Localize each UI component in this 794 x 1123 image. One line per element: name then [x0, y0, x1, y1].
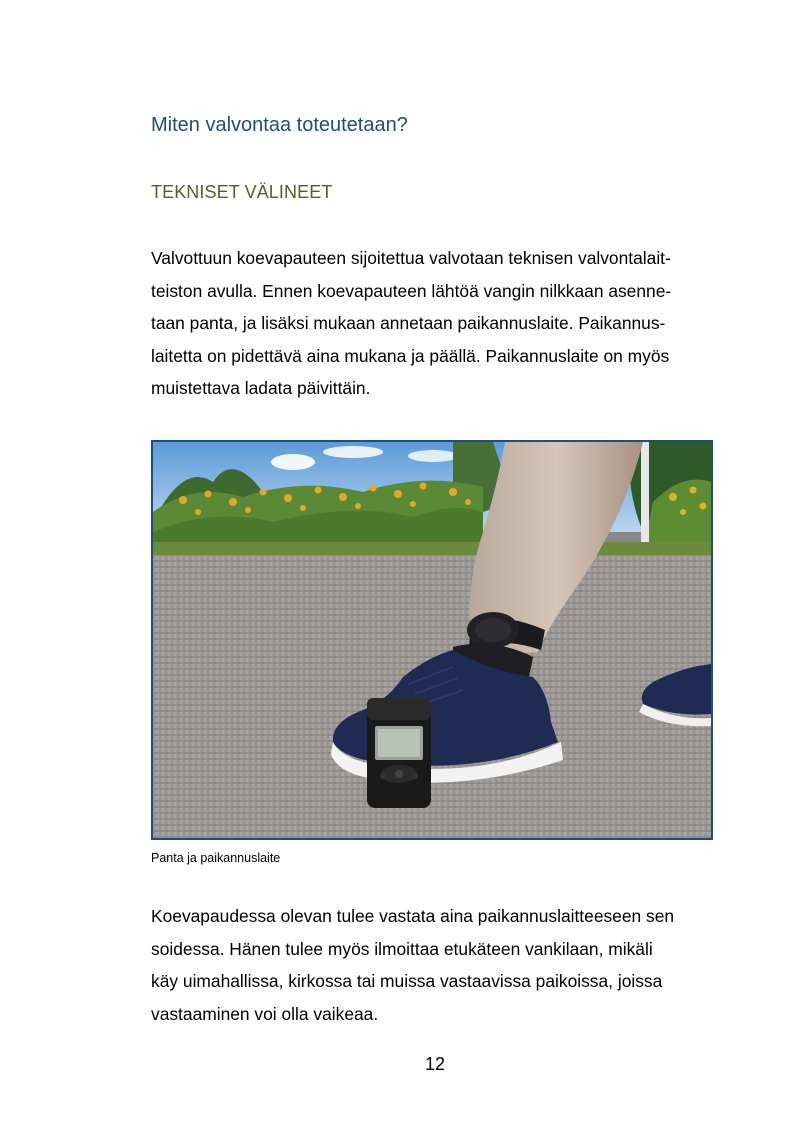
paragraph-line: soidessa. Hänen tulee myös ilmoittaa etukäteen vankilaan, mikäli [151, 938, 653, 959]
photo-illustration [153, 442, 711, 838]
paragraph-line: vastaaminen voi olla vaikeaa. [151, 1003, 379, 1024]
page-number: 12 [424, 1054, 446, 1074]
paragraph-line: Valvottuun koevapauteen sijoitettua valvotaan teknisen valvontalait- [151, 248, 671, 268]
paragraph-line: muistettava ladata päivittäin. [151, 378, 371, 398]
paragraph-line: teiston avulla. Ennen koevapauteen lähtöä vangin nilkkaan asenne- [151, 280, 672, 301]
subsection-heading: TEKNISET VÄLINEET [151, 182, 333, 202]
photo-caption: Panta ja paikannuslaite [151, 851, 281, 865]
paragraph-line: taan panta, ja lisäksi mukaan annetaan paikannuslaite. Paikannus- [151, 313, 666, 333]
paragraph-line: laitetta on pidettävä aina mukana ja päällä. Paikannuslaite on myös [151, 345, 670, 366]
section-heading: Miten valvontaa toteutetaan? [151, 114, 408, 136]
paragraph-intro [151, 242, 726, 405]
paragraph-line: Koevapaudessa olevan tulee vastata aina paikannuslaitteeseen sen [151, 906, 675, 926]
photo-ankle-monitor [151, 440, 713, 840]
paragraph-obligations [151, 900, 726, 1030]
paragraph-line: käy uimahallissa, kirkossa tai muissa vastaavissa paikoissa, joissa [151, 971, 663, 991]
